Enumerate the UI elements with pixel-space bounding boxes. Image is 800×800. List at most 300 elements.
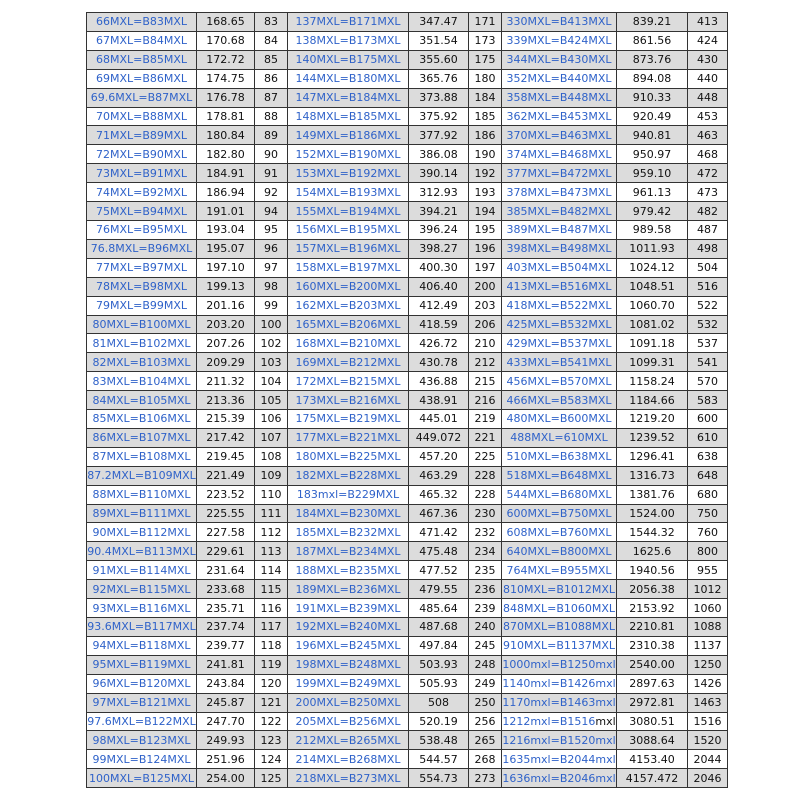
cell-text: 1316.73	[629, 469, 675, 483]
cell-teeth-count	[255, 750, 288, 769]
cell-teeth-count	[688, 466, 728, 485]
cell-teeth-count	[469, 13, 502, 32]
cell-teeth-count	[688, 542, 728, 561]
table-row	[87, 466, 728, 485]
cell-length-mm	[409, 750, 469, 769]
cell-text: 465.32	[419, 488, 458, 502]
cell-text: 2310.38	[629, 639, 675, 653]
cell-teeth-count	[469, 636, 502, 655]
cell-length-mm	[409, 618, 469, 637]
cell-teeth-count	[255, 88, 288, 107]
cell-belt-name	[288, 561, 409, 580]
cell-text: 182MXL=B228MXL	[295, 469, 401, 483]
cell-text: 160MXL=B200MXL	[295, 280, 401, 294]
cell-teeth-count	[255, 126, 288, 145]
cell-text: 254.00	[206, 771, 245, 785]
cell-teeth-count	[255, 523, 288, 542]
cell-teeth-count	[469, 523, 502, 542]
cell-teeth-count	[255, 372, 288, 391]
cell-teeth-count	[688, 353, 728, 372]
cell-length-mm	[409, 712, 469, 731]
cell-length-mm	[617, 69, 688, 88]
cell-text: 544.57	[419, 752, 458, 766]
cell-belt-name	[87, 50, 197, 69]
cell-text: 174.75	[206, 72, 245, 86]
cell-text: 219.45	[206, 450, 245, 464]
cell-text: 950.97	[632, 147, 672, 161]
cell-teeth-count	[469, 542, 502, 561]
cell-text: 67MXL=B84MXL	[95, 34, 188, 48]
cell-length-mm	[409, 674, 469, 693]
cell-text: 233.68	[206, 582, 245, 596]
cell-text: 251.96	[206, 752, 245, 766]
cell-text: 352MXL=B440MXL	[506, 72, 612, 86]
cell-text: 95MXL=B119MXL	[92, 658, 191, 672]
cell-teeth-count	[469, 239, 502, 258]
cell-text: 216	[474, 393, 496, 407]
cell-text: 90.4MXL=B113MXL	[87, 544, 196, 558]
cell-length-mm	[197, 504, 255, 523]
cell-belt-name	[502, 315, 617, 334]
cell-text: 232	[474, 525, 496, 539]
cell-text: 203	[474, 299, 496, 313]
cell-text: 518MXL=B648MXL	[506, 469, 612, 483]
table-row	[87, 655, 728, 674]
cell-text: 188MXL=B235MXL	[295, 563, 401, 577]
cell-belt-name	[288, 466, 409, 485]
cell-teeth-count	[255, 164, 288, 183]
cell-text: 84MXL=B105MXL	[92, 393, 191, 407]
cell-belt-name	[87, 466, 197, 485]
cell-teeth-count	[688, 769, 728, 788]
cell-length-mm	[617, 258, 688, 277]
cell-belt-name	[502, 145, 617, 164]
cell-text: 154MXL=B193MXL	[295, 185, 401, 199]
cell-teeth-count	[688, 164, 728, 183]
cell-text: 377.92	[419, 128, 458, 142]
cell-teeth-count	[255, 13, 288, 32]
cell-text: 2153.92	[629, 601, 675, 615]
cell-text: 1170mxl=B1463mxl	[502, 696, 616, 710]
cell-text: 2046	[693, 771, 722, 785]
cell-text: 125	[260, 771, 282, 785]
table-row	[87, 693, 728, 712]
cell-text: 1636mxl=B2046mxl	[502, 771, 616, 785]
table-row	[87, 428, 728, 447]
cell-belt-name	[502, 674, 617, 693]
cell-belt-name	[87, 428, 197, 447]
cell-length-mm	[409, 13, 469, 32]
cell-teeth-count	[469, 712, 502, 731]
cell-length-mm	[197, 126, 255, 145]
cell-text: 503.93	[419, 658, 458, 672]
table-row	[87, 126, 728, 145]
cell-teeth-count	[688, 277, 728, 296]
cell-teeth-count	[255, 315, 288, 334]
cell-text: 176.78	[206, 91, 245, 105]
table-row	[87, 296, 728, 315]
cell-text: 385MXL=B482MXL	[506, 204, 612, 218]
cell-text: 466MXL=B583MXL	[506, 393, 612, 407]
cell-text: 640MXL=B800MXL	[506, 544, 612, 558]
cell-text: 200MXL=B250MXL	[295, 696, 401, 710]
cell-belt-name	[288, 580, 409, 599]
cell-length-mm	[197, 202, 255, 221]
cell-text: 330MXL=B413MXL	[506, 15, 612, 29]
cell-text: 394.21	[419, 204, 458, 218]
cell-text: 91MXL=B114MXL	[92, 563, 191, 577]
cell-length-mm	[409, 693, 469, 712]
cell-length-mm	[617, 693, 688, 712]
cell-length-mm	[197, 542, 255, 561]
cell-text: 400.30	[419, 261, 458, 275]
cell-belt-name	[288, 69, 409, 88]
cell-text: 74MXL=B92MXL	[95, 185, 188, 199]
cell-text: 648	[697, 469, 718, 483]
cell-text: 1140mxl=B1426mxl	[502, 677, 616, 691]
cell-teeth-count	[255, 107, 288, 126]
cell-text: 265	[474, 733, 496, 747]
table-row	[87, 391, 728, 410]
table-row	[87, 599, 728, 618]
cell-text: 312.93	[419, 185, 458, 199]
cell-belt-name	[87, 31, 197, 50]
cell-text: 389MXL=B487MXL	[506, 223, 612, 237]
cell-belt-name	[502, 523, 617, 542]
cell-text: 102	[260, 336, 282, 350]
cell-text: 81MXL=B102MXL	[92, 336, 191, 350]
cell-length-mm	[409, 202, 469, 221]
cell-text: 456MXL=B570MXL	[506, 374, 612, 388]
table-row	[87, 13, 728, 32]
cell-length-mm	[617, 599, 688, 618]
table-row	[87, 731, 728, 750]
cell-text: 4157.472	[625, 771, 679, 785]
cell-text: 1219.20	[629, 412, 675, 426]
cell-teeth-count	[255, 504, 288, 523]
cell-text: 413	[697, 15, 718, 29]
cell-text: 2044	[693, 752, 722, 766]
cell-length-mm	[409, 164, 469, 183]
cell-text: 344MXL=B430MXL	[506, 53, 612, 67]
cell-belt-name	[288, 693, 409, 712]
cell-text: 463	[697, 128, 718, 142]
cell-teeth-count	[688, 731, 728, 750]
cell-text: 764MXL=B955MXL	[506, 563, 612, 577]
cell-teeth-count	[469, 126, 502, 145]
cell-teeth-count	[469, 561, 502, 580]
cell-text: 1158.24	[629, 374, 675, 388]
cell-teeth-count	[469, 69, 502, 88]
cell-belt-name	[502, 13, 617, 32]
cell-belt-name	[502, 126, 617, 145]
cell-length-mm	[617, 202, 688, 221]
cell-length-mm	[197, 391, 255, 410]
cell-text: 219	[474, 412, 496, 426]
cell-text: 959.10	[632, 166, 672, 180]
cell-text: 72MXL=B90MXL	[95, 147, 188, 161]
cell-text: 180.84	[206, 128, 245, 142]
cell-teeth-count	[469, 296, 502, 315]
cell-text: 172.72	[206, 53, 245, 67]
cell-text: 78MXL=B98MXL	[95, 280, 188, 294]
cell-text: 362MXL=B453MXL	[506, 109, 612, 123]
table-row	[87, 372, 728, 391]
cell-text: 83MXL=B104MXL	[92, 374, 191, 388]
cell-text: 96MXL=B120MXL	[92, 677, 191, 691]
cell-teeth-count	[255, 145, 288, 164]
cell-text: 910.33	[632, 91, 672, 105]
cell-belt-name	[87, 712, 197, 731]
cell-text: 229.61	[206, 544, 245, 558]
cell-teeth-count	[255, 542, 288, 561]
cell-length-mm	[409, 391, 469, 410]
cell-text: 429MXL=B537MXL	[506, 336, 612, 350]
cell-text: 147MXL=B184MXL	[295, 91, 401, 105]
cell-teeth-count	[469, 258, 502, 277]
cell-length-mm	[617, 750, 688, 769]
cell-length-mm	[617, 580, 688, 599]
cell-text: 205MXL=B256MXL	[295, 714, 401, 728]
cell-text: 1239.52	[629, 431, 675, 445]
cell-teeth-count	[255, 258, 288, 277]
cell-text: 378MXL=B473MXL	[506, 185, 612, 199]
cell-text: 1940.56	[629, 563, 675, 577]
cell-text: 390.14	[419, 166, 458, 180]
cell-text: 1426	[693, 677, 722, 691]
cell-belt-name	[87, 485, 197, 504]
cell-belt-name	[502, 277, 617, 296]
cell-text: 215	[474, 374, 496, 388]
cell-text: 600MXL=B750MXL	[506, 507, 612, 521]
cell-belt-name	[288, 50, 409, 69]
cell-belt-name	[87, 220, 197, 239]
cell-text: 94	[264, 204, 278, 218]
cell-teeth-count	[255, 655, 288, 674]
cell-text: 467.36	[419, 507, 458, 521]
cell-text: 177MXL=B221MXL	[295, 431, 401, 445]
cell-belt-name	[288, 220, 409, 239]
cell-length-mm	[197, 485, 255, 504]
cell-text: 185	[474, 109, 496, 123]
cell-length-mm	[197, 372, 255, 391]
cell-teeth-count	[469, 750, 502, 769]
table-row	[87, 636, 728, 655]
cell-text: 236	[474, 582, 496, 596]
cell-belt-name	[502, 542, 617, 561]
table-row	[87, 674, 728, 693]
cell-text: 463.29	[419, 469, 458, 483]
cell-text: 1212mxl=B1516	[502, 714, 596, 728]
cell-teeth-count	[255, 674, 288, 693]
cell-text: 184	[474, 91, 496, 105]
cell-text: 218MXL=B273MXL	[295, 771, 401, 785]
cell-belt-name	[502, 372, 617, 391]
cell-text: 250	[474, 696, 496, 710]
cell-belt-name	[502, 466, 617, 485]
cell-belt-name	[502, 239, 617, 258]
cell-text: 396.24	[419, 223, 458, 237]
cell-text: 241.81	[206, 658, 245, 672]
cell-length-mm	[409, 183, 469, 202]
cell-text: 1520	[693, 733, 722, 747]
cell-belt-name	[288, 618, 409, 637]
cell-text: 124	[260, 752, 282, 766]
cell-belt-name	[87, 277, 197, 296]
table-row	[87, 220, 728, 239]
cell-length-mm	[617, 769, 688, 788]
cell-text: 485.64	[419, 601, 458, 615]
cell-text: 103	[260, 355, 282, 369]
cell-belt-name	[288, 410, 409, 429]
cell-text: 152MXL=B190MXL	[295, 147, 401, 161]
cell-belt-name	[288, 750, 409, 769]
cell-teeth-count	[255, 769, 288, 788]
cell-belt-name	[288, 145, 409, 164]
cell-text: 75MXL=B94MXL	[95, 204, 188, 218]
cell-text: 149MXL=B186MXL	[295, 128, 401, 142]
cell-teeth-count	[688, 750, 728, 769]
cell-text: 148MXL=B185MXL	[295, 109, 401, 123]
cell-text: 873.76	[632, 53, 672, 67]
cell-length-mm	[617, 88, 688, 107]
cell-text: 2210.81	[629, 620, 675, 634]
cell-text: 79MXL=B99MXL	[95, 299, 188, 313]
cell-teeth-count	[688, 315, 728, 334]
cell-text: 468	[697, 147, 718, 161]
cell-text: 69.6MXL=B87MXL	[90, 91, 193, 105]
cell-text: 207.26	[206, 336, 245, 350]
cell-belt-name	[87, 239, 197, 258]
cell-belt-name	[288, 655, 409, 674]
cell-length-mm	[617, 712, 688, 731]
cell-teeth-count	[688, 126, 728, 145]
table-row	[87, 618, 728, 637]
cell-text: 457.20	[419, 450, 458, 464]
belt-size-table	[86, 12, 728, 788]
cell-length-mm	[197, 466, 255, 485]
cell-length-mm	[197, 693, 255, 712]
cell-text: 194	[474, 204, 496, 218]
cell-length-mm	[197, 315, 255, 334]
cell-teeth-count	[688, 428, 728, 447]
cell-text: 237.74	[206, 620, 245, 634]
cell-text: 191MXL=B239MXL	[295, 601, 401, 615]
cell-belt-name	[502, 504, 617, 523]
cell-teeth-count	[688, 447, 728, 466]
cell-length-mm	[617, 164, 688, 183]
cell-text: 212MXL=B265MXL	[295, 733, 401, 747]
cell-belt-name	[502, 107, 617, 126]
cell-text: 235	[474, 563, 496, 577]
cell-text: 86	[264, 72, 278, 86]
table-row	[87, 239, 728, 258]
cell-text: 228	[474, 488, 496, 502]
cell-teeth-count	[688, 107, 728, 126]
cell-length-mm	[409, 580, 469, 599]
cell-belt-name	[87, 599, 197, 618]
cell-text: 122	[260, 714, 282, 728]
cell-text: 1000mxl=B1250mxl	[502, 658, 616, 672]
table-row	[87, 542, 728, 561]
cell-belt-name	[87, 107, 197, 126]
cell-length-mm	[409, 523, 469, 542]
cell-text: 225.55	[206, 507, 245, 521]
cell-teeth-count	[255, 183, 288, 202]
cell-text: 403MXL=B504MXL	[506, 261, 612, 275]
cell-teeth-count	[255, 693, 288, 712]
cell-length-mm	[617, 447, 688, 466]
cell-belt-name	[502, 296, 617, 315]
cell-text: 186.94	[206, 185, 245, 199]
cell-text: 231.64	[206, 563, 245, 577]
cell-text: 76MXL=B95MXL	[95, 223, 188, 237]
cell-length-mm	[617, 523, 688, 542]
cell-length-mm	[409, 504, 469, 523]
cell-text: 97	[264, 261, 278, 275]
cell-text: 214MXL=B268MXL	[295, 752, 401, 766]
cell-teeth-count	[255, 599, 288, 618]
cell-teeth-count	[688, 504, 728, 523]
cell-length-mm	[409, 466, 469, 485]
cell-teeth-count	[688, 580, 728, 599]
cell-teeth-count	[688, 202, 728, 221]
cell-teeth-count	[469, 769, 502, 788]
cell-teeth-count	[469, 410, 502, 429]
cell-text: 1250	[693, 658, 722, 672]
cell-teeth-count	[255, 353, 288, 372]
cell-text: 210	[474, 336, 496, 350]
cell-text: 84	[264, 34, 278, 48]
cell-length-mm	[409, 561, 469, 580]
cell-belt-name	[502, 636, 617, 655]
cell-text: 97MXL=B121MXL	[92, 696, 191, 710]
cell-text: 448	[697, 91, 718, 105]
cell-length-mm	[617, 372, 688, 391]
cell-length-mm	[617, 655, 688, 674]
cell-text: 87MXL=B108MXL	[92, 450, 191, 464]
cell-teeth-count	[469, 391, 502, 410]
cell-text: 750	[697, 507, 718, 521]
cell-text: 861.56	[632, 34, 672, 48]
cell-text: 192	[474, 166, 496, 180]
cell-length-mm	[197, 428, 255, 447]
cell-text: 920.49	[632, 109, 672, 123]
table-row	[87, 145, 728, 164]
cell-text: 123	[260, 733, 282, 747]
cell-belt-name	[288, 504, 409, 523]
cell-text: 1060	[693, 601, 722, 615]
cell-belt-name	[502, 31, 617, 50]
cell-text: 4153.40	[629, 752, 675, 766]
cell-teeth-count	[255, 334, 288, 353]
cell-belt-name	[87, 315, 197, 334]
cell-text: 839.21	[632, 15, 672, 29]
cell-text: 121	[260, 696, 282, 710]
cell-length-mm	[617, 239, 688, 258]
cell-text: 1060.70	[629, 299, 675, 313]
cell-text: 979.42	[632, 204, 672, 218]
cell-text: 894.08	[632, 72, 672, 86]
cell-teeth-count	[469, 674, 502, 693]
cell-belt-name	[502, 485, 617, 504]
cell-belt-name	[288, 183, 409, 202]
cell-text: 180MXL=B225MXL	[295, 450, 401, 464]
cell-belt-name	[87, 674, 197, 693]
cell-belt-name	[87, 183, 197, 202]
cell-belt-name	[87, 655, 197, 674]
cell-belt-name	[87, 447, 197, 466]
